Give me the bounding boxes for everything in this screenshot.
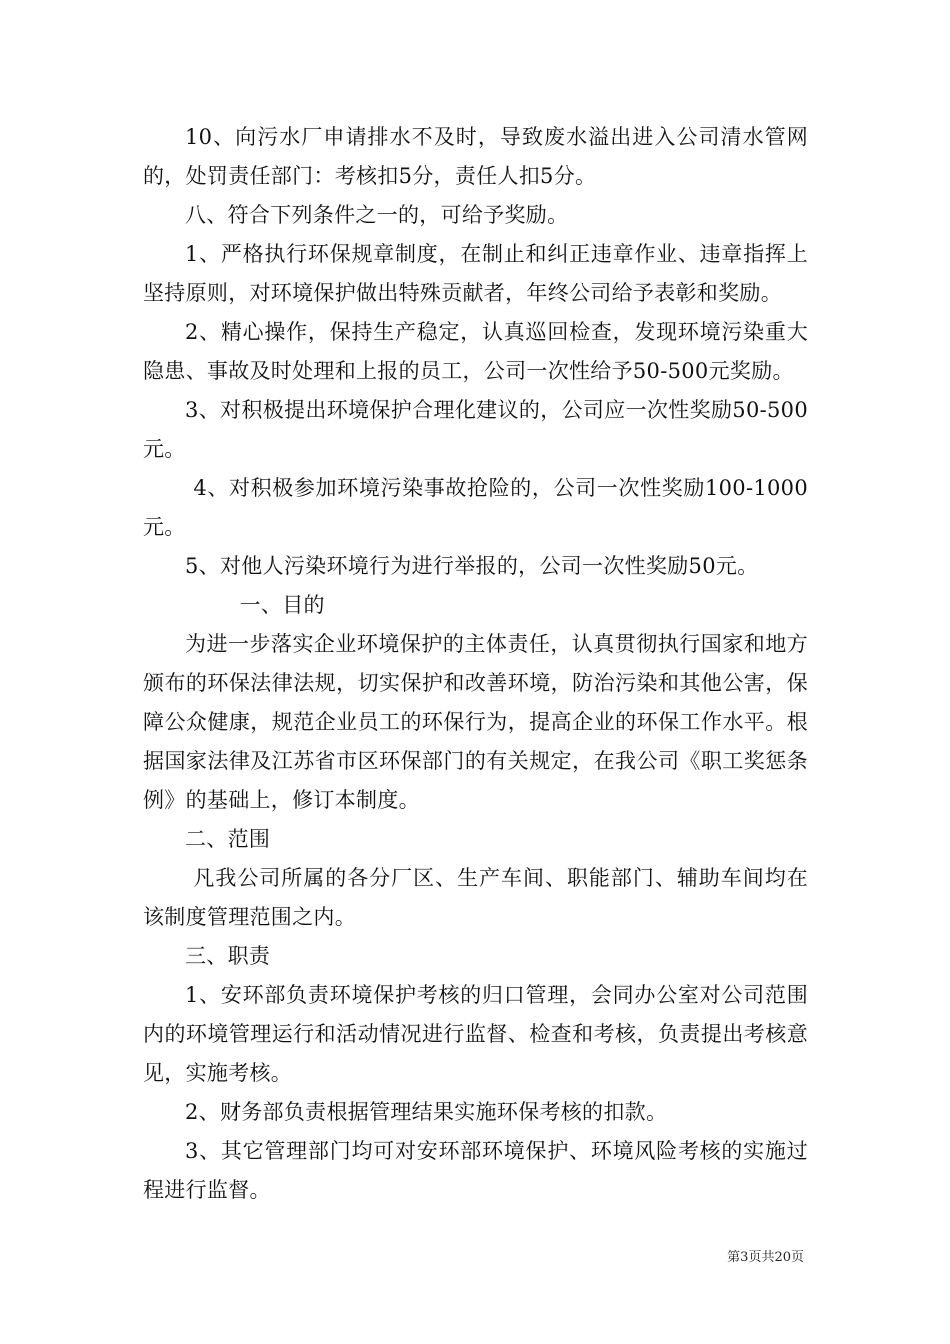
paragraph-reward-4: 4、对积极参加环境污染事故抢险的，公司一次性奖励100-1000元。 bbox=[143, 476, 808, 539]
paragraph-duty-3: 3、其它管理部门均可对安环部环境保护、环境风险考核的实施过程进行监督。 bbox=[143, 1139, 808, 1202]
page-number: 第3页共20页 bbox=[727, 1250, 804, 1265]
paragraph-duty-2: 2、财务部负责根据管理结果实施环保考核的扣款。 bbox=[185, 1100, 668, 1124]
section-heading-scope: 二、范围 bbox=[185, 827, 271, 851]
paragraph-reward-5: 5、对他人污染环境行为进行举报的，公司一次性奖励50元。 bbox=[185, 554, 759, 578]
section-heading-purpose: 一、目的 bbox=[239, 593, 325, 617]
paragraph-reward-1: 1、严格执行环保规章制度，在制止和纠正违章作业、违章指挥上坚持原则，对环境保护做出特殊贡献者，年终公司给予表彰和奖励。 bbox=[143, 242, 808, 305]
section-heading-rewards: 八、符合下列条件之一的，可给予奖励。 bbox=[185, 203, 569, 227]
paragraph-reward-2: 2、精心操作，保持生产稳定，认真巡回检查，发现环境污染重大隐患、事故及时处理和上报的员工，公司一次性给予50-500元奖励。 bbox=[143, 320, 808, 383]
paragraph-wastewater-penalty: 10、向污水厂申请排水不及时，导致废水溢出进入公司清水管网的，处罚责任部门：考核扣5分，责任人扣5分。 bbox=[143, 125, 808, 188]
section-heading-duties: 三、职责 bbox=[185, 944, 271, 968]
paragraph-scope: 凡我公司所属的各分厂区、生产车间、职能部门、辅助车间均在该制度管理范围之内。 bbox=[143, 866, 808, 929]
paragraph-duty-1: 1、安环部负责环境保护考核的归口管理，会同办公室对公司范围内的环境管理运行和活动情况进行监督、检查和考核，负责提出考核意见，实施考核。 bbox=[143, 983, 808, 1085]
document-body bbox=[143, 118, 808, 1210]
paragraph-purpose: 为进一步落实企业环境保护的主体责任，认真贯彻执行国家和地方颁布的环保法律法规，切实保护和改善环境，防治污染和其他公害，保障公众健康，规范企业员工的环保行为，提高企业的环保工作水平。根据国家法律及江苏省市区环保部门的有关规定，在我公司《职工奖惩条例》的基础上，修订本制度。 bbox=[143, 632, 808, 812]
paragraph-reward-3: 3、对积极提出环境保护合理化建议的，公司应一次性奖励50-500元。 bbox=[143, 398, 808, 461]
